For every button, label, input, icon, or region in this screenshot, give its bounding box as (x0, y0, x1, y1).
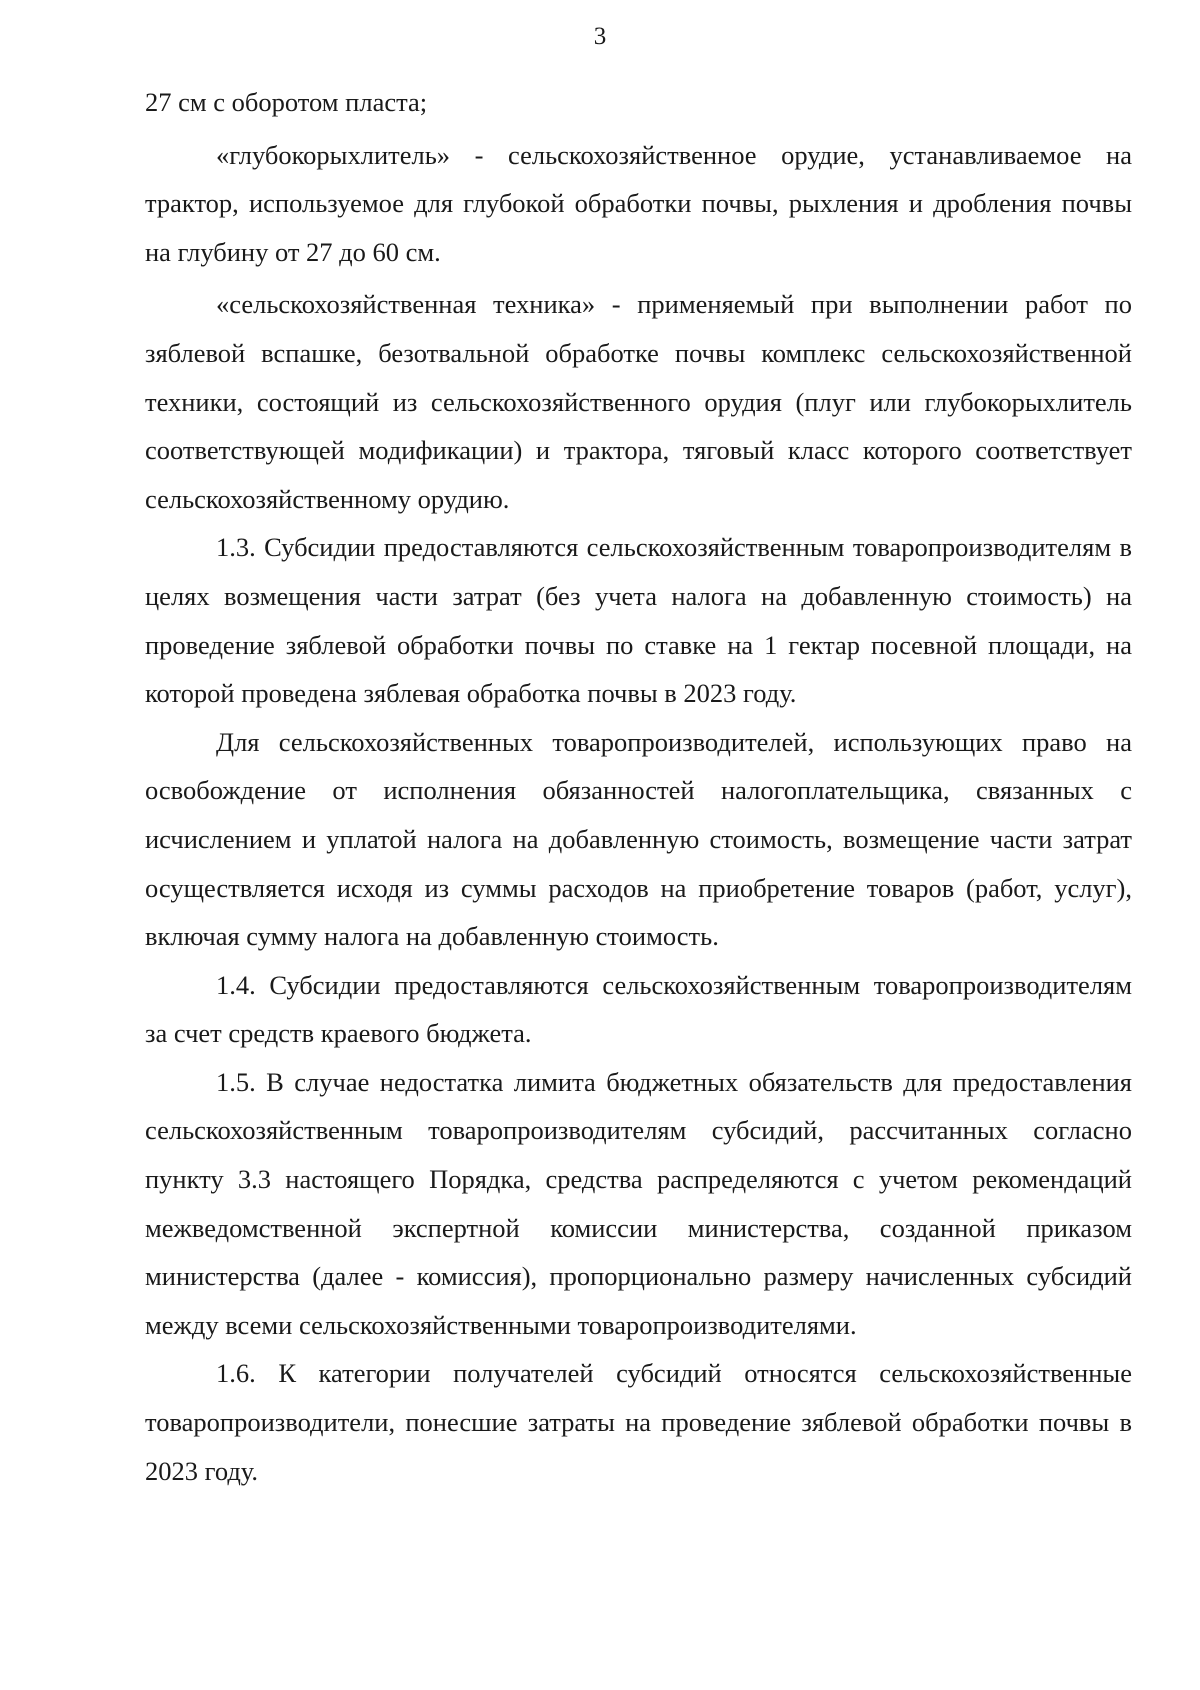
paragraph-1-4: 1.4. Субсидии предоставляются сельскохозяйственным товаропроизводителям за счет средств краевого бюджета. (145, 969, 1132, 1049)
paragraph-1-3: 1.3. Субсидии предоставляются сельскохозяйственным товаропроизводителям в целях возмещения части затрат (без учета налога на добавленную стоимость) на проведение зяблевой обработки почвы по ставке на 1 гектар посевной площади, на которой проведена зяблевая обработка почвы в 2023 году. (145, 532, 1132, 709)
paragraph-1-5: 1.5. В случае недостатка лимита бюджетных обязательств для предоставления сельскохозяйственным товаропроизводителям субсидий, рассчитанных согласно пункту 3.3 настоящего Порядка, средства распределяются с учетом рекомендаций межведомственной экспертной комиссии министерства, созданной приказом министерства (далее - комиссия), пропорционально размеру начисленных субсидий между всеми сельскохозяйственными товаропроизводителями. (145, 1066, 1132, 1340)
paragraph-definition-deep-loosener: «глубокорыхлитель» - сельскохозяйственное орудие, устанавливаемое на трактор, используемое для глубокой обработки почвы, рыхления и дробления почвы на глубину от 27 до 60 см. (145, 139, 1132, 267)
paragraph-definition-agricultural-machinery: «сельскохозяйственная техника» - применяемый при выполнении работ по зяблевой вспашке, безотвальной обработке почвы комплекс сельскохозяйственной техники, состоящий из сельскохозяйственного орудия (плуг или глубокорыхлитель соответствующей модификации) и трактора, тяговый класс которого соответствует сельскохозяйственному орудию. (145, 289, 1132, 514)
paragraph-vat-exemption: Для сельскохозяйственных товаропроизводителей, использующих право на освобождение от исполнения обязанностей налогоплательщика, связанных с исчислением и уплатой налога на добавленную стоимость, возмещение части затрат осуществляется исходя из суммы расходов на приобретение товаров (работ, услуг), включая сумму налога на добавленную стоимость. (145, 726, 1132, 952)
paragraph-continuation: 27 см с оборотом пласта; (145, 87, 428, 117)
page-number: 3 (593, 23, 607, 50)
document-body (145, 78, 1132, 1495)
paragraph-1-6: 1.6. К категории получателей субсидий относятся сельскохозяйственные товаропроизводители, понесшие затраты на проведение зяблевой обработки почвы в 2023 году. (145, 1358, 1132, 1486)
